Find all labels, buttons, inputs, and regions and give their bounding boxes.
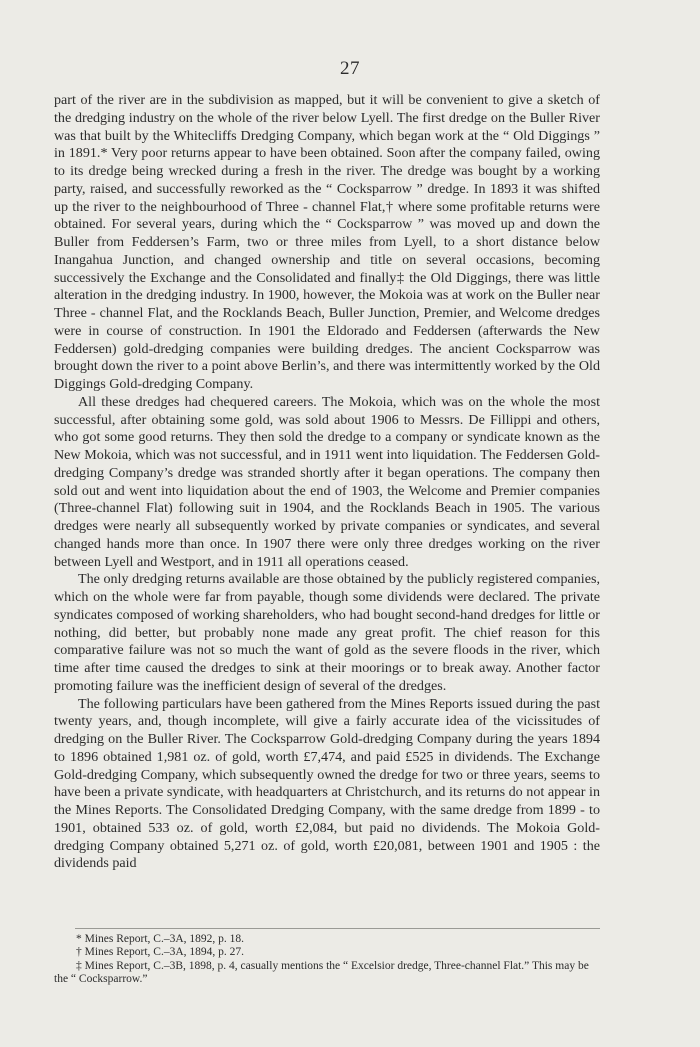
paragraph-2: All these dredges had chequered careers. The Mokoia, which was on the whole the most successful, after obtaining some gold, was sold about 1906 to Messrs. De Fillippi and others, who got some good returns. They then sold the dredge to a company or syndicate known as the New Mokoia, which was not successful, and in 1911 went into liquidation. The Feddersen Gold-dredging Company’s dredge was stranded shortly after it began operations. The company then sold out and went into liquidation about the end of 1903, the Welcome and Premier companies (Three-channel Flat) following suit in 1904, and the Rocklands Beach in 1905. The various dredges were nearly all subsequently worked by private companies or syndicates, and several changed hands more than once. In 1907 there were only three dredges working on the river between Lyell and Westport, and in 1911 all operations ceased. [54, 393, 600, 570]
footnote-2: † Mines Report, C.–3A, 1894, p. 27. [76, 946, 245, 959]
paragraph-3: The only dredging returns available are those obtained by the publicly registered companies, which on the whole were far from payable, though some dividends were declared. The private syndicates composed of working shareholders, who had bought second-hand dredges for little or nothing, did better, but probably none made any great profit. The chief reason for this comparative failure was not so much the want of gold as the severe floods in the river, which time after time caused the dredges to sink at their moorings or to break away. Another factor promoting failure was the inefficient design of several of the dredges. [54, 571, 600, 694]
page-number: 27 [340, 58, 360, 79]
paragraph-4: The following particulars have been gathered from the Mines Reports issued during the past twenty years, and, though incomplete, will give a fairly accurate idea of the vicissitudes of dredging on the Buller River. The Cocksparrow Gold-dredging Company during the years 1894 to 1896 obtained 1,981 oz. of gold, worth £7,474, and paid £525 in dividends. The Exchange Gold-dredging Company, which subsequently owned the dredge for two or three years, seems to have been a private syndicate, with headquarters at Christchurch, and its returns do not appear in the Mines Reports. The Consolidated Dredging Company, with the same dredge from 1899 - to 1901, obtained 533 oz. of gold, worth £2,084, but paid no dividends. The Mokoia Gold-dredging Company obtained 5,271 oz. of gold, worth £20,081, between 1901 and 1905 : the dividends paid [54, 695, 600, 872]
footnotes [54, 933, 600, 987]
footnote-3: ‡ Mines Report, C.–3B, 1898, p. 4, casually mentions the “ Excelsior dredge, Three-channel Flat.” This may be the “ Cocksparrow.” [54, 959, 589, 986]
footnote-divider [75, 928, 600, 929]
body-text [54, 92, 600, 873]
paragraph-1: part of the river are in the subdivision as mapped, but it will be convenient to give a sketch of the dredging industry on the whole of the river below Lyell. The first dredge on the Buller River was that built by the Whitecliffs Dredging Company, which began work at the “ Old Diggings ” in 1891.* Very poor returns appear to have been obtained. Soon after the company failed, owing to its dredge being wrecked during a fresh in the river. The dredge was bought by a working party, raised, and successfully reworked as the “ Cocksparrow ” dredge. In 1893 it was shifted up the river to the neighbourhood of Three - channel Flat,† where some profitable returns were obtained. For several years, during which the “ Cocksparrow ” was moved up and down the Buller from Feddersen’s Farm, two or three miles from Lyell, to a short distance below Inangahua Junction, and changed ownership and title on several occasions, becoming successively the Exchange and the Consolidated and finally‡ the Old Diggings, there was little alteration in the dredging industry. In 1900, however, the Mokoia was at work on the Buller near Three - channel Flat, and the Rocklands Beach, Buller Junction, Premier, and Welcome dredges were in course of construction. In 1901 the Eldorado and Feddersen (afterwards the New Feddersen) gold-dredging companies were building dredges. The ancient Cocksparrow was brought down the river to a point above Berlin’s, and there was intermittently worked by the Old Diggings Gold-dredging Company. [54, 92, 600, 392]
footnote-1: * Mines Report, C.–3A, 1892, p. 18. [76, 933, 245, 945]
